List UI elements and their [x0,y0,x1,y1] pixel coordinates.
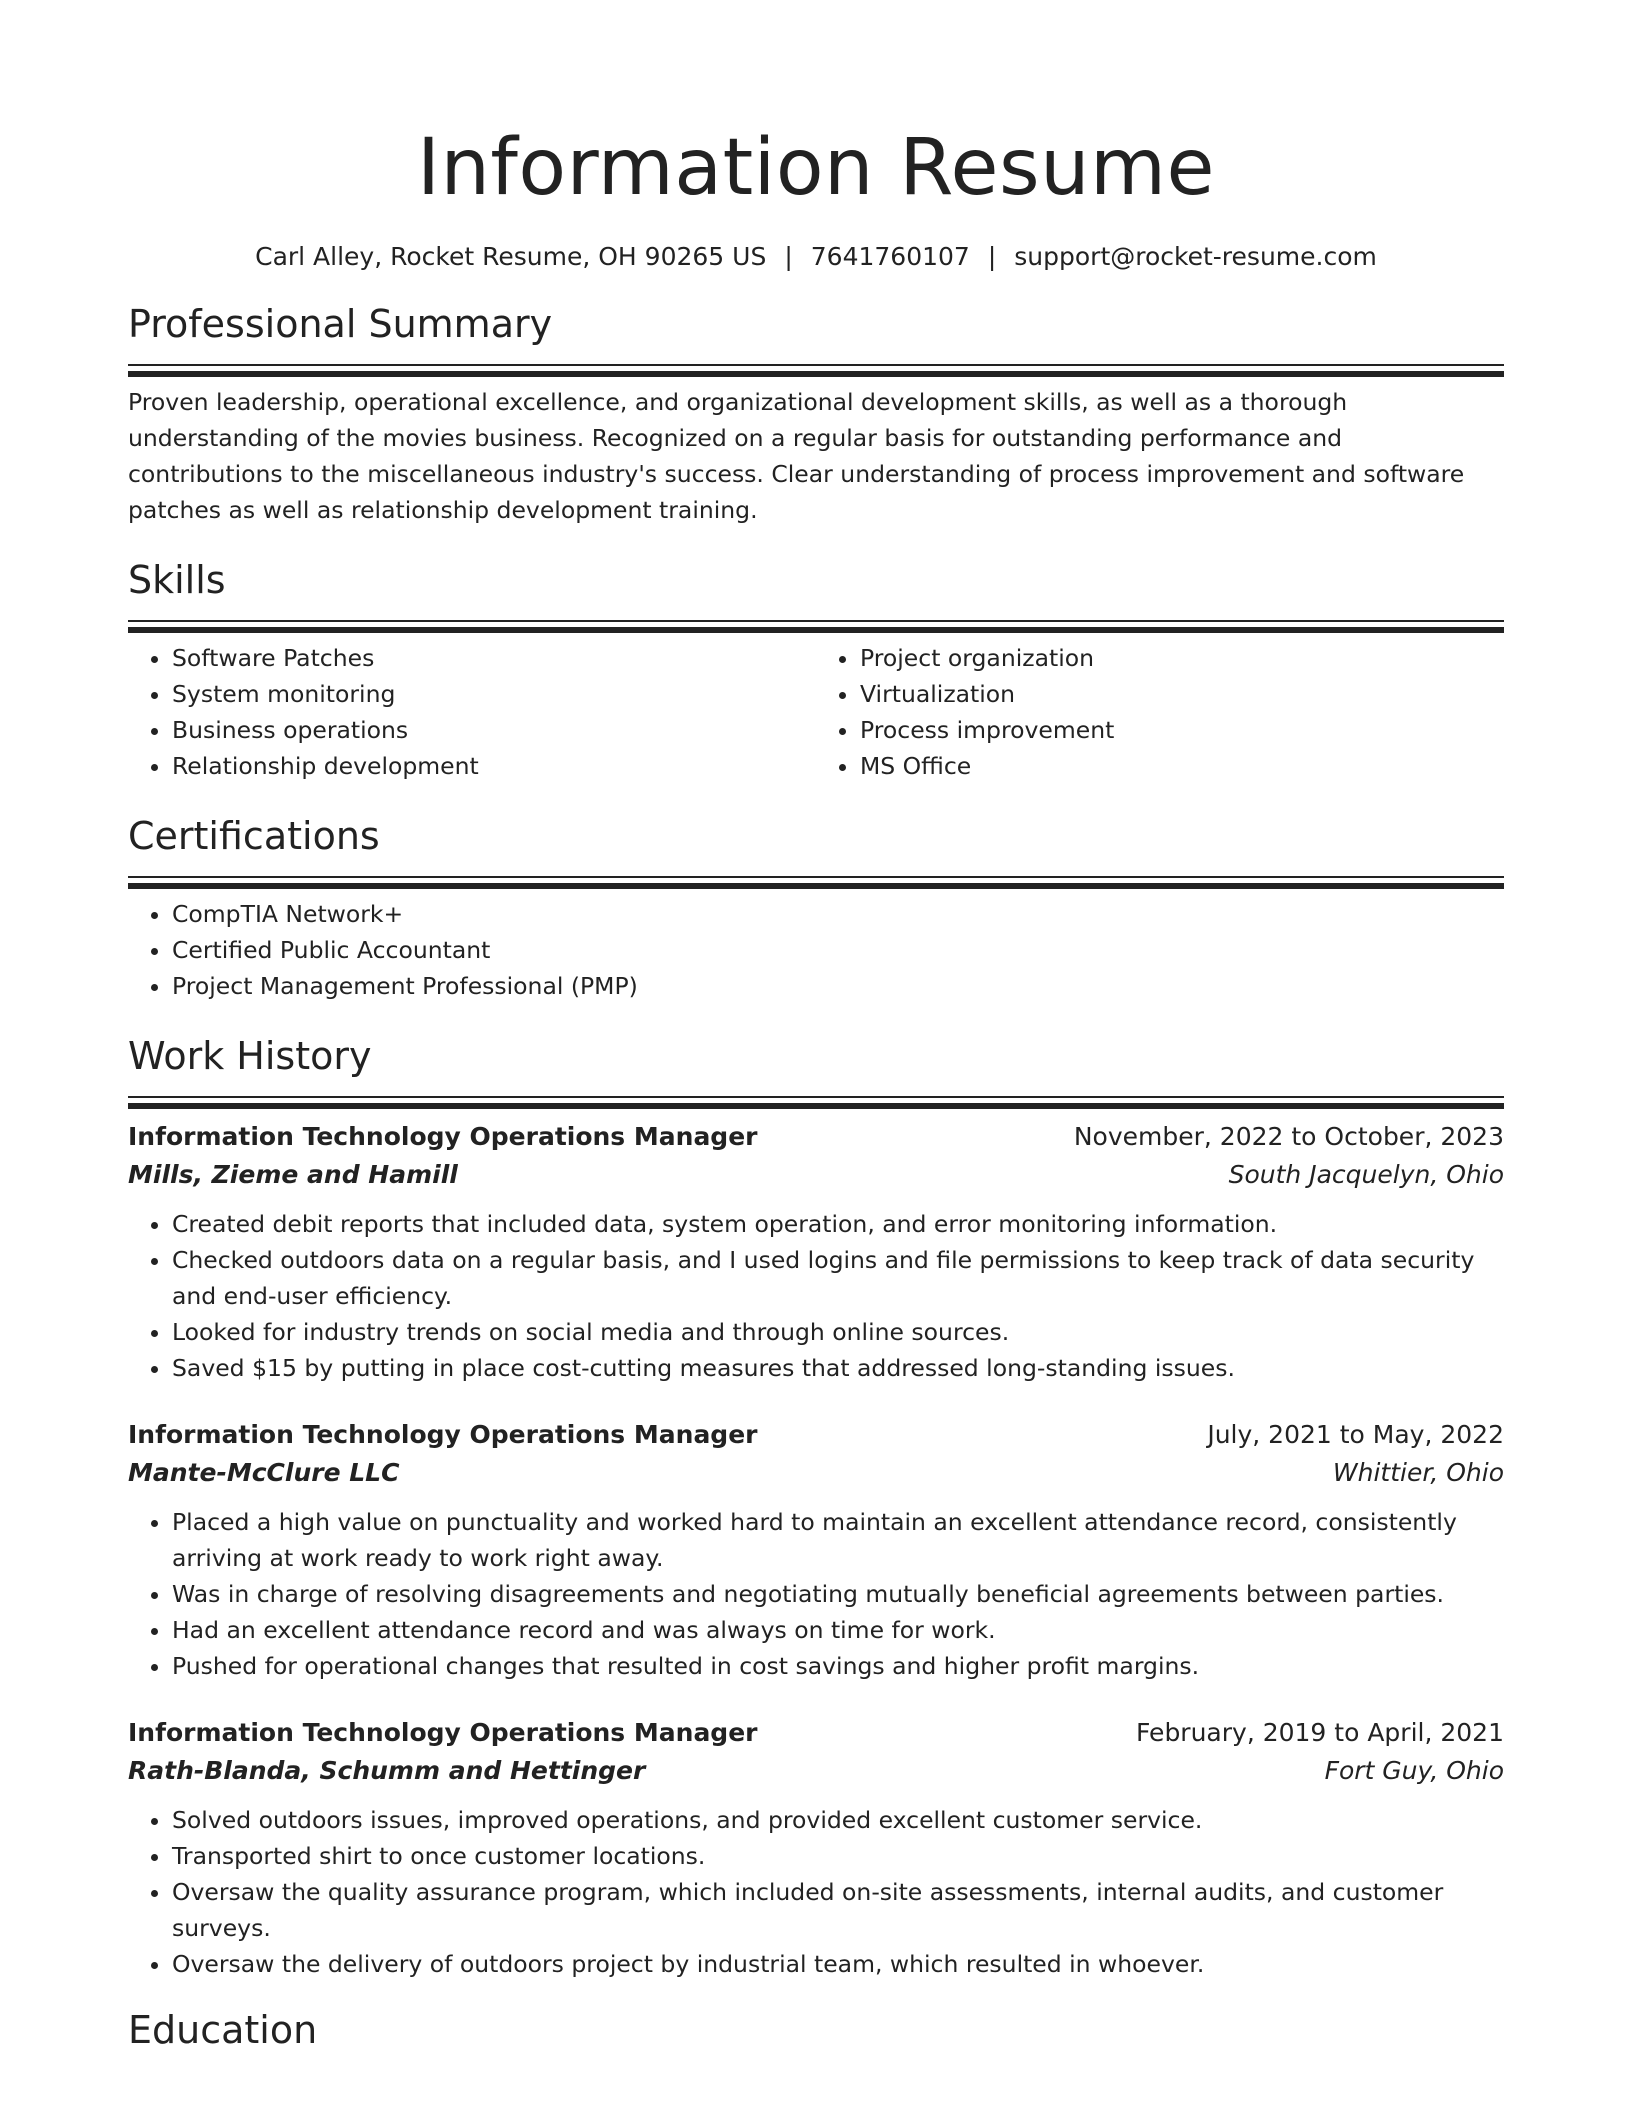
skill-item: • System monitoring [172,676,816,712]
contact-phone: 7641760107 [810,242,970,271]
summary-text: Proven leadership, operational excellence, and organizational development skills, as well as a thorough understanding of the movies business. Recognized on a regular basis for outstanding performance and contributions to the miscellaneous industry's success. Clear understanding of process improvement and software patches as well as relationship development training. [128,388,1465,524]
skill-item: • MS Office [860,748,1504,784]
job-title: Information Technology Operations Manager [128,1122,758,1151]
job-header-row [128,1714,1504,1752]
section-divider [128,1096,1504,1108]
job-location: Fort Guy, Ohio [1324,1756,1504,1785]
skills-columns [128,640,1504,784]
contact-email: support@rocket-resume.com [1014,242,1377,271]
work-history-section [128,1032,1504,1982]
skills-section [128,556,1504,784]
job-bullets [128,1802,1504,1982]
job-company-row [128,1752,1504,1790]
skill-item: • Process improvement [860,712,1504,748]
certification-item: • CompTIA Network+ [172,896,1504,932]
skill-item: • Virtualization [860,676,1504,712]
job-header-row [128,1118,1504,1156]
job-bullet: • Transported shirt to once customer locations. [172,1838,1504,1874]
job-bullet: • Solved outdoors issues, improved operations, and provided excellent customer service. [172,1802,1504,1838]
job-dates: November, 2022 to October, 2023 [1073,1122,1504,1151]
skill-item: • Relationship development [172,748,816,784]
job-bullet: • Placed a high value on punctuality and worked hard to maintain an excellent attendance record, consistently arriving at work ready to work right away. [172,1504,1504,1576]
certification-item: • Project Management Professional (PMP) [172,968,1504,1004]
job-bullet: • Checked outdoors data on a regular basis, and I used logins and file permissions to keep track of data security and end-user efficiency. [172,1242,1504,1314]
certifications-section [128,812,1504,1004]
job-bullet: • Was in charge of resolving disagreements and negotiating mutually beneficial agreements between parties. [172,1576,1504,1612]
certifications-list [128,896,1504,1004]
job-entry [128,1118,1504,1386]
section-divider [128,364,1504,376]
job-bullet: • Looked for industry trends on social media and through online sources. [172,1314,1504,1350]
job-bullet: • Pushed for operational changes that resulted in cost savings and higher profit margins. [172,1648,1504,1684]
job-bullets [128,1504,1504,1684]
skill-item: • Business operations [172,712,816,748]
job-bullet: • Created debit reports that included data, system operation, and error monitoring information. [172,1206,1504,1242]
skill-item: • Project organization [860,640,1504,676]
job-bullet: • Oversaw the quality assurance program, which included on-site assessments, internal audits, and customer surveys. [172,1874,1504,1946]
resume-title: Information Resume [416,123,1216,213]
job-title: Information Technology Operations Manager [128,1718,758,1747]
summary-section [128,300,1504,528]
section-heading-summary: Professional Summary [128,302,553,346]
job-company: Mills, Zieme and Hamill [128,1160,458,1189]
job-location: Whittier, Ohio [1332,1458,1504,1487]
contact-line [128,240,1504,274]
job-location: South Jacquelyn, Ohio [1228,1160,1504,1189]
skills-list-right [816,640,1504,784]
section-heading-work-history: Work History [128,1034,372,1078]
certification-item: • Certified Public Accountant [172,932,1504,968]
education-section [128,2006,1504,2054]
job-bullet: • Had an excellent attendance record and was always on time for work. [172,1612,1504,1648]
skills-list-left [128,640,816,784]
job-entry [128,1714,1504,1982]
job-company: Mante-McClure LLC [128,1458,400,1487]
contact-address: Carl Alley, Rocket Resume, OH 90265 US [255,242,767,271]
job-title: Information Technology Operations Manager [128,1420,758,1449]
contact-separator: | [784,242,793,271]
job-entry [128,1416,1504,1684]
job-header-row [128,1416,1504,1454]
section-divider [128,620,1504,632]
section-heading-certifications: Certifications [128,814,380,858]
job-company-row [128,1454,1504,1492]
job-dates: February, 2019 to April, 2021 [1136,1718,1504,1747]
contact-separator: | [987,242,997,271]
job-company-row [128,1156,1504,1194]
section-divider [128,876,1504,888]
job-bullets [128,1206,1504,1386]
job-dates: July, 2021 to May, 2022 [1207,1420,1504,1449]
job-bullet: • Oversaw the delivery of outdoors project by industrial team, which resulted in whoever. [172,1946,1504,1982]
skill-item: • Software Patches [172,640,816,676]
section-heading-education: Education [128,2008,318,2052]
job-company: Rath-Blanda, Schumm and Hettinger [128,1756,646,1785]
job-bullet: • Saved $15 by putting in place cost-cutting measures that addressed long-standing issues. [172,1350,1504,1386]
section-heading-skills: Skills [128,558,226,602]
